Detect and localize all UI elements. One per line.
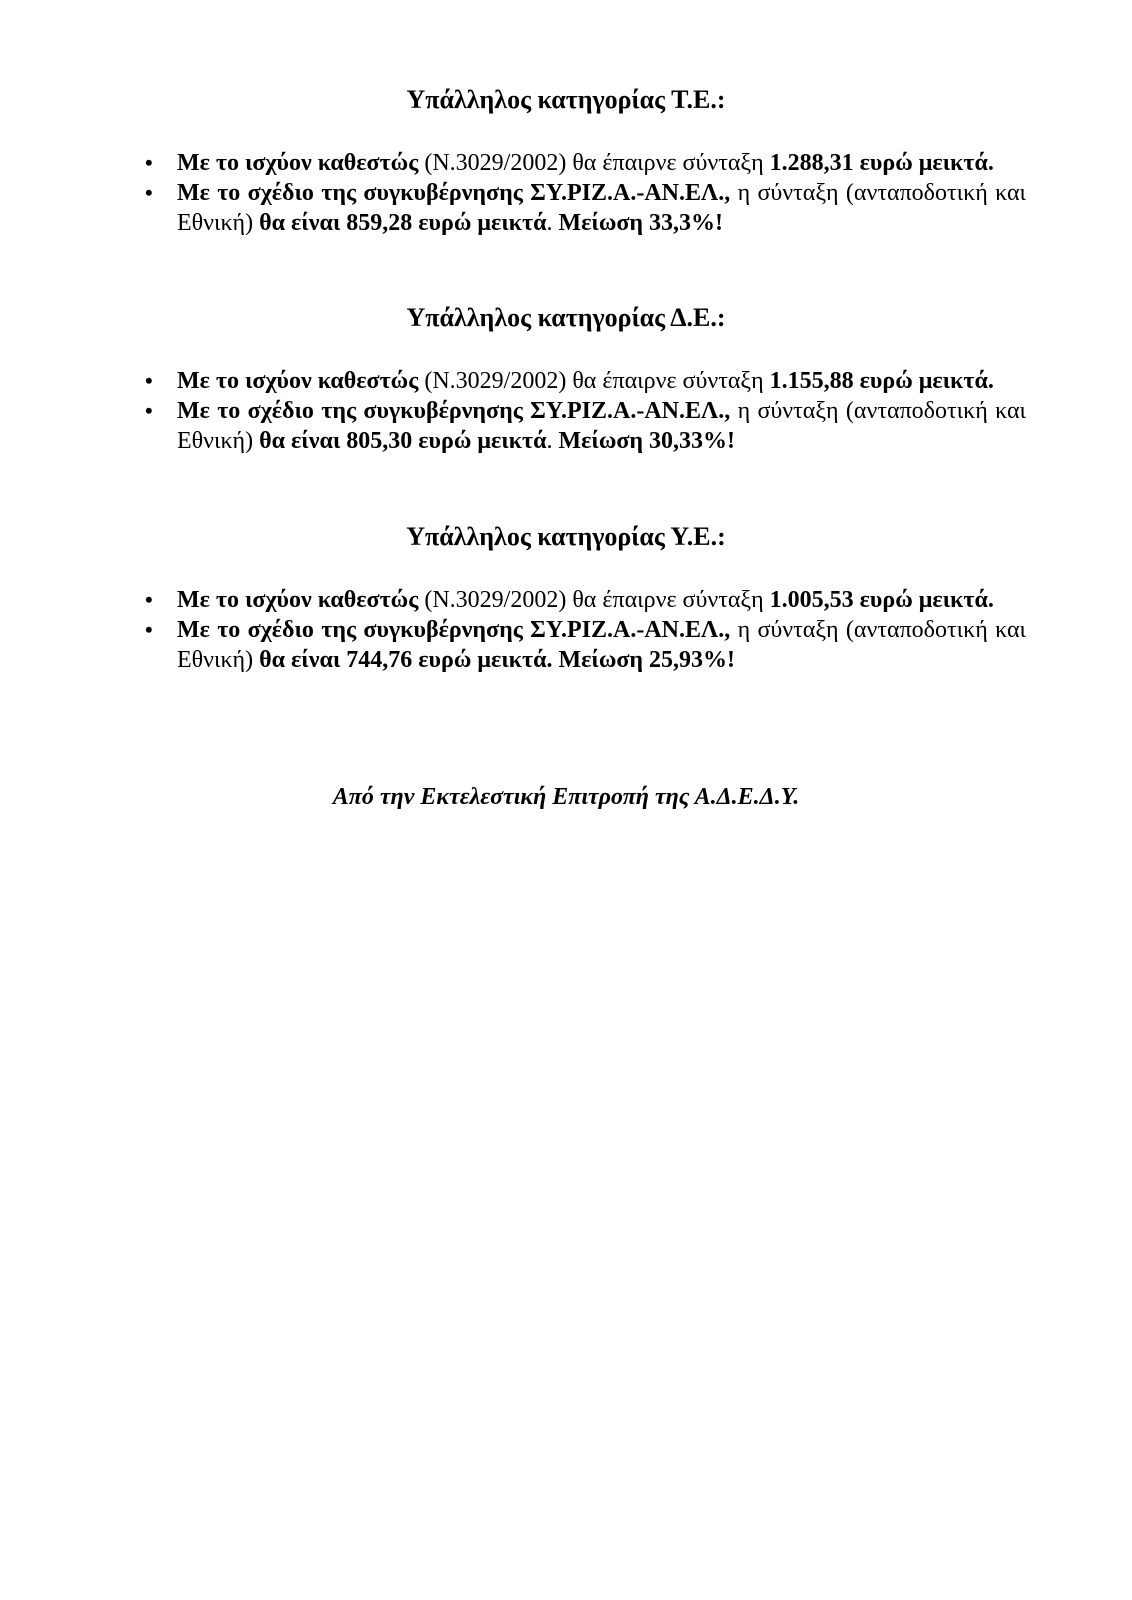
list-item-te-plan	[145, 178, 1026, 238]
item-separator: .	[546, 428, 559, 454]
item-reduction: Μείωση 33,3%!	[558, 210, 724, 236]
item-lead: Με το σχέδιο της συγκυβέρνησης ΣΥ.ΡΙΖ.Α.-ΑΝ.ΕΛ.,	[177, 617, 731, 643]
section-heading-ye: Υπάλληλος κατηγορίας Υ.Ε.:	[406, 522, 726, 551]
item-lead: Με το σχέδιο της συγκυβέρνησης ΣΥ.ΡΙΖ.Α.-ΑΝ.ΕΛ.,	[177, 180, 731, 206]
bullet-icon: •	[145, 180, 153, 205]
item-lead: Με το ισχύον καθεστώς	[177, 368, 419, 394]
bullet-icon: •	[145, 368, 153, 393]
item-text: η σύνταξη (ανταποδοτική και Εθνική)	[177, 398, 1026, 454]
bullet-icon: •	[145, 150, 153, 175]
bullet-list-te	[0, 148, 1132, 238]
item-amount: θα είναι 859,28 ευρώ μεικτά	[259, 210, 547, 236]
item-text: (Ν.3029/2002) θα έπαιρνε σύνταξη	[418, 587, 770, 613]
item-amount: θα είναι 805,30 ευρώ μεικτά	[259, 428, 547, 454]
item-text: (Ν.3029/2002) θα έπαιρνε σύνταξη	[418, 368, 770, 394]
item-amount: 1.005,53 ευρώ μεικτά.	[769, 587, 994, 613]
list-item-ye-plan	[145, 615, 1026, 675]
item-text: η σύνταξη (ανταποδοτική και Εθνική)	[177, 180, 1026, 236]
item-amount: θα είναι 744,76 ευρώ μεικτά.	[259, 647, 553, 673]
item-lead: Με το ισχύον καθεστώς	[177, 587, 419, 613]
item-text: (Ν.3029/2002) θα έπαιρνε σύνταξη	[418, 150, 770, 176]
list-item-de-plan	[145, 396, 1026, 456]
item-reduction: Μείωση 30,33%!	[558, 428, 736, 454]
bullet-icon: •	[145, 398, 153, 423]
bullet-list-ye	[0, 585, 1132, 675]
bullet-icon: •	[145, 617, 153, 642]
list-item-te-current	[145, 148, 1026, 178]
section-heading-te: Υπάλληλος κατηγορίας Τ.Ε.:	[406, 85, 726, 114]
item-reduction: Μείωση 25,93%!	[558, 647, 736, 673]
item-lead: Με το σχέδιο της συγκυβέρνησης ΣΥ.ΡΙΖ.Α.-ΑΝ.ΕΛ.,	[177, 398, 731, 424]
item-amount: 1.155,88 ευρώ μεικτά.	[769, 368, 994, 394]
item-amount: 1.288,31 ευρώ μεικτά.	[769, 150, 994, 176]
list-item-ye-current	[145, 585, 1026, 615]
bullet-icon: •	[145, 587, 153, 612]
bullet-list-de	[0, 366, 1132, 456]
signature-line: Από την Εκτελεστική Επιτροπή της Α.Δ.Ε.Δ.Υ.	[332, 784, 800, 810]
list-item-de-current	[145, 366, 1026, 396]
item-separator: .	[546, 210, 559, 236]
item-text: η σύνταξη (ανταποδοτική και Εθνική)	[177, 617, 1026, 673]
section-heading-de: Υπάλληλος κατηγορίας Δ.Ε.:	[406, 303, 726, 332]
item-lead: Με το ισχύον καθεστώς	[177, 150, 419, 176]
